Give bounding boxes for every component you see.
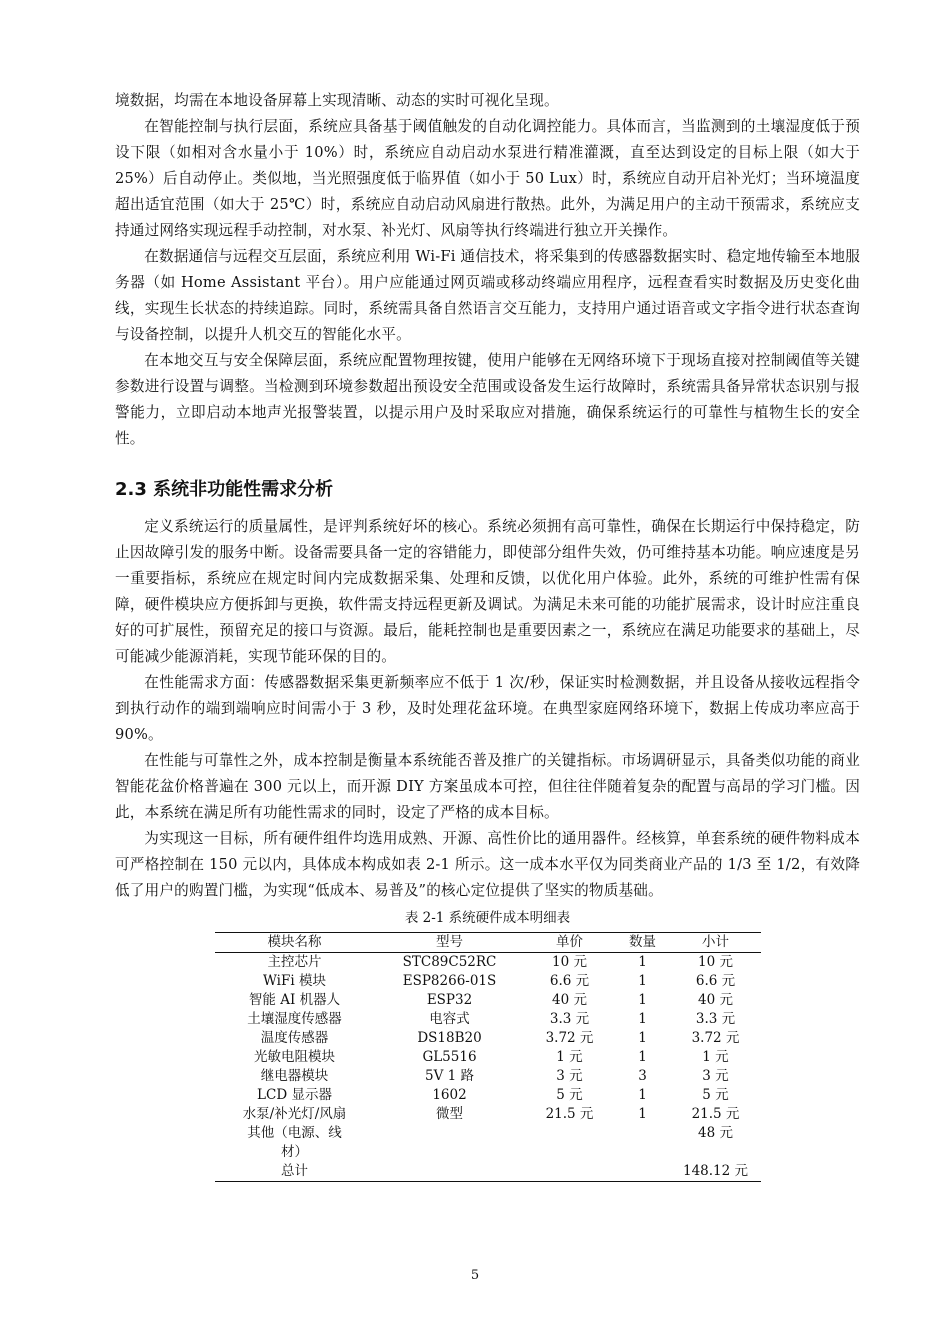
table-cell: 3.72 元 [691,1030,740,1046]
table-cell: 智能 AI 机器人 [248,992,341,1008]
table-cell: 3.72 元 [545,1030,594,1046]
page-body [115,88,860,1182]
table-cell: 21.5 元 [545,1106,594,1122]
table-row [215,1048,761,1067]
table-cell: 水泵/补光灯/风扇 [242,1106,347,1122]
table-cell: 1 [638,1030,647,1046]
paragraph: 在性能与可靠性之外，成本控制是衡量本系统能否普及推广的关键指标。市场调研显示，具备类似功能的商业智能花盆价格普遍在 300 元以上，而开源 DIY 方案虽成本可控，但往往伴随着复杂的配置与高昂的学习门槛。因此，本系统在满足所有功能性需求的同时，设定了严格的成本目标。 [115,752,860,821]
column-header: 数量 [615,933,671,953]
table-cell: 3 [638,1068,647,1084]
table-cell: 1 [638,1011,647,1027]
table-cell: 48 元 [698,1125,733,1141]
table-cell: 继电器模块 [260,1068,329,1084]
table-cell: 土壤湿度传感器 [247,1011,342,1027]
table-cell: 总计 [215,1162,375,1182]
table-cell: 148.12 元 [671,1162,761,1182]
paragraph: 在性能需求方面：传感器数据采集更新频率应不低于 1 次/秒，保证实时检测数据，并且设备从接收远程指令到执行动作的端到端响应时间需小于 3 秒，及时处理花盆环境。在典型家庭网络环境下，数据上传成功率应高于 90%。 [115,674,860,743]
paragraph: 境数据，均需在本地设备屏幕上实现清晰、动态的实时可视化呈现。 [115,92,559,109]
table-row [215,972,761,991]
table-cell: GL5516 [422,1049,477,1065]
table-row [215,953,761,973]
table-cell: 1 [638,1106,647,1122]
table-cell: 1 元 [556,1049,583,1065]
table-row [215,1105,761,1124]
section-heading: 2.3 系统非功能性需求分析 [115,479,334,500]
table-cell: 微型 [436,1106,463,1122]
table-row-total [215,1162,761,1182]
table-row [215,1010,761,1029]
table-caption: 表 2-1 系统硬件成本明细表 [404,910,571,926]
column-header: 型号 [375,933,525,953]
table-cell: 6.6 元 [695,973,736,989]
table-cell: 5V 1 路 [424,1068,474,1084]
paragraph: 在数据通信与远程交互层面，系统应利用 Wi-Fi 通信技术，将采集到的传感器数据实时、稳定地传输至本地服务器（如 Home Assistant 平台）。用户应能通过网页端或移动终端应用程序，远程查看实时数据及历史变化曲线，实现生长状态的持续追踪。同时，系统需具备自然语言交互能力，支持用户通过语音或文字指令进行状态查询与设备控制，以提升人机交互的智能化水平。 [115,248,860,343]
table-cell: 5 元 [702,1087,729,1103]
table-cell: 1 [638,1087,647,1103]
paragraph: 定义系统运行的质量属性，是评判系统好坏的核心。系统必须拥有高可靠性，确保在长期运行中保持稳定，防止因故障引发的服务中断。设备需要具备一定的容错能力，即使部分组件失效，仍可维持基本功能。响应速度是另一重要指标，系统应在规定时间内完成数据采集、处理和反馈，以优化用户体验。此外，系统的可维护性需有保障，硬件模块应方便拆卸与更换，软件需支持远程更新及调试。为满足未来可能的功能扩展需求，设计时应注重良好的可扩展性，预留充足的接口与资源。最后，能耗控制也是重要因素之一，系统应在满足功能要求的基础上，尽可能减少能源消耗，实现节能环保的目的。 [115,518,860,665]
table-header-row [215,933,761,953]
table-cell [375,1162,525,1182]
page-number: 5 [470,1268,480,1283]
table-cell [615,1162,671,1182]
table-cell: 1 [638,954,647,970]
table-cell: STC89C52RC [402,954,497,970]
table-cell: 3 元 [556,1068,583,1084]
table-cell: 电容式 [429,1011,470,1027]
table-cell: 1 [638,992,647,1008]
table-cell: 主控芯片 [267,954,322,970]
table-cell: 1602 [432,1087,467,1103]
table-cell: 光敏电阻模块 [254,1049,335,1065]
table-cell [615,1124,671,1162]
table-cell: DS18B20 [417,1030,482,1046]
table-cell: ESP8266-01S [402,973,497,989]
table-cell: 6.6 元 [549,973,590,989]
table-cell: 10 元 [698,954,733,970]
column-header: 单价 [525,933,615,953]
table-cell: 40 元 [552,992,587,1008]
table-cell: 40 元 [698,992,733,1008]
table-row [215,1029,761,1048]
cost-table [215,932,761,1182]
paragraph: 在本地交互与安全保障层面，系统应配置物理按键，使用户能够在无网络环境下于现场直接对控制阈值等关键参数进行设置与调整。当检测到环境参数超出预设安全范围或设备发生运行故障时，系统需具备异常状态识别与报警能力，立即启动本地声光报警装置，以提示用户及时采取应对措施，确保系统运行的可靠性与植物生长的安全性。 [115,352,860,447]
table-cell: 1 [638,1049,647,1065]
paragraph: 为实现这一目标，所有硬件组件均选用成熟、开源、高性价比的通用器件。经核算，单套系统的硬件物料成本可严格控制在 150 元以内，具体成本构成如表 2-1 所示。这一成本水平仅为同类商业产品的 1/3 至 1/2，有效降低了用户的购置门槛，为实现“低成本、易普及”的核心定位提供了坚实的物质基础。 [115,830,860,899]
table-cell: 5 元 [556,1087,583,1103]
column-header: 小计 [671,933,761,953]
table-cell: 21.5 元 [691,1106,740,1122]
table-cell [525,1124,615,1162]
table-cell [525,1162,615,1182]
table-cell: LCD 显示器 [257,1087,332,1103]
table-row [215,1124,761,1162]
table-cell: WiFi 模块 [263,973,326,989]
table-cell: 其他（电源、线材） [247,1125,342,1160]
paragraph: 在智能控制与执行层面，系统应具备基于阈值触发的自动化调控能力。具体而言，当监测到的土壤湿度低于预设下限（如相对含水量小于 10%）时，系统应自动启动水泵进行精准灌溉，直至达到设定的目标上限（如大于 25%）后自动停止。类似地，当光照强度低于临界值（如小于 50 Lux）时，系统应自动开启补光灯；当环境温度超出适宜范围（如大于 25℃）时，系统应自动启动风扇进行散热。此外，为满足用户的主动干预需求，系统应支持通过网络实现远程手动控制，对水泵、补光灯、风扇等执行终端进行独立开关操作。 [115,118,860,239]
table-cell: 温度传感器 [260,1030,329,1046]
table-cell: 3 元 [702,1068,729,1084]
table-cell: 10 元 [552,954,587,970]
table-cell: 1 [638,973,647,989]
table-row [215,991,761,1010]
table-cell: 3.3 元 [695,1011,736,1027]
table-cell: 1 元 [702,1049,729,1065]
table-row [215,1067,761,1086]
column-header: 模块名称 [215,933,375,953]
table-cell [375,1124,525,1162]
table-cell: 3.3 元 [549,1011,590,1027]
table-cell: ESP32 [426,992,473,1008]
table-row [215,1086,761,1105]
